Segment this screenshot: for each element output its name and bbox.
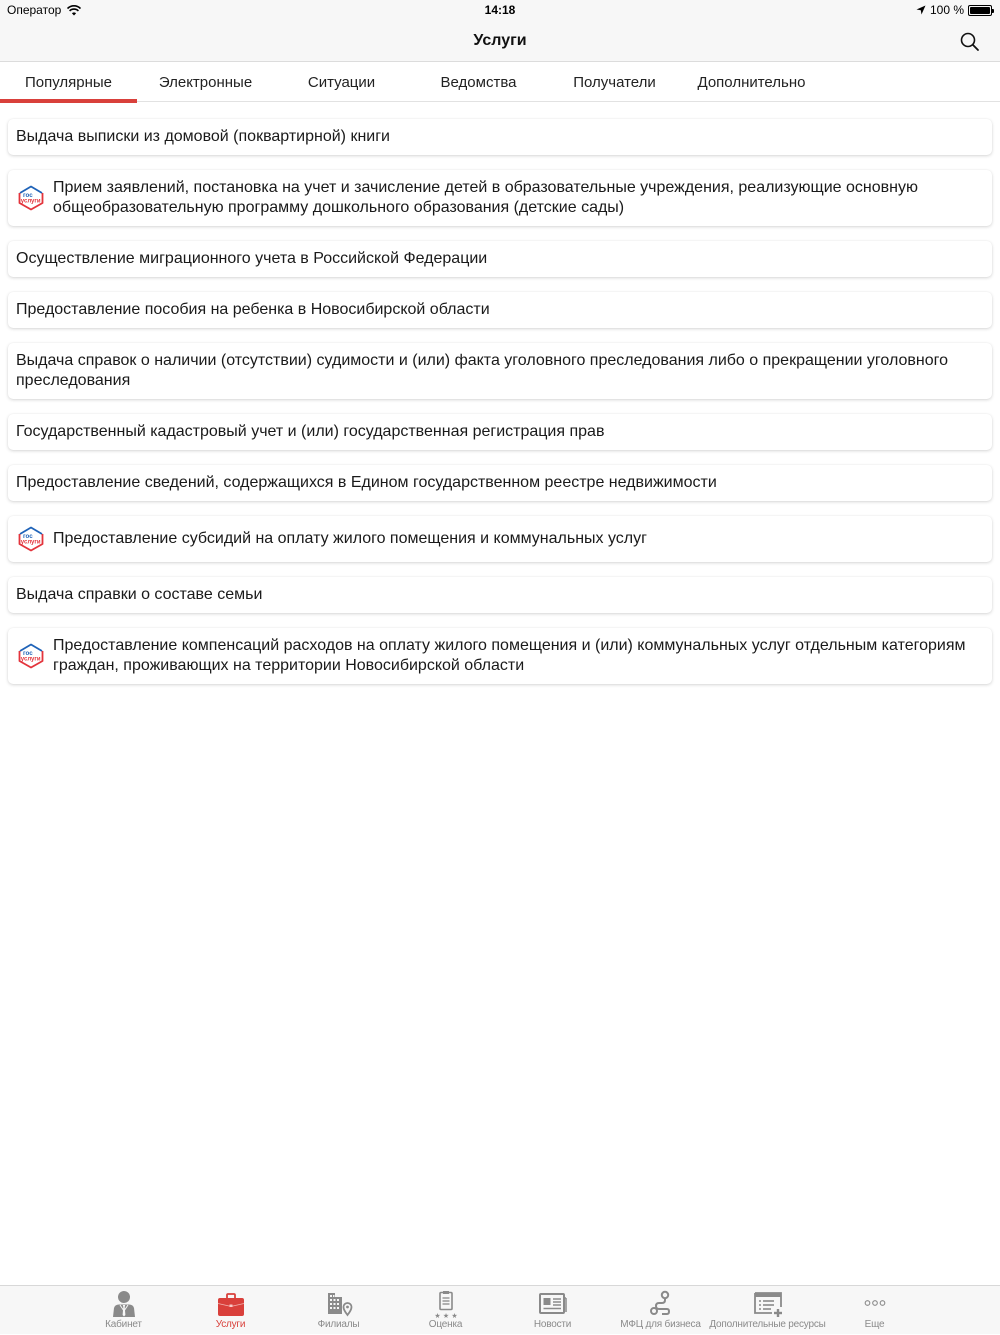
list-add-icon [753,1290,783,1318]
tabbar-label: Услуги [215,1319,246,1330]
tabbar-label: Оценка [428,1319,463,1330]
service-item[interactable] [8,119,992,155]
svg-text:гос: гос [23,650,33,657]
page-title: Услуги [473,32,527,49]
route-icon [646,1290,676,1318]
service-item[interactable] [8,628,992,684]
service-title: Предоставление субсидий на оплату жилого помещения и коммунальных услуг [53,530,647,547]
battery-icon [968,5,992,16]
service-title: Предоставление пособия на ребенка в Новосибирской области [16,301,490,318]
battery-percent: 100 % [929,3,964,17]
svg-text:услуги: услуги [20,539,41,546]
more-icon [860,1290,890,1318]
tab-situations[interactable]: Ситуации [307,74,376,91]
service-title: Государственный кадастровый учет и (или) государственная регистрация прав [16,423,605,440]
services-list [8,119,992,699]
status-time: 14:18 [484,3,516,17]
tabbar-label: Кабинет [105,1319,142,1330]
service-title: Осуществление миграционного учета в Российской Федерации [16,250,488,267]
tabbar-item-more[interactable] [821,1286,928,1335]
service-item[interactable] [8,577,992,613]
tabbar-label: Еще [864,1319,885,1330]
carrier-label: Оператор [7,3,62,17]
gosuslugi-logo-icon [16,641,46,671]
tabbar-label: Новости [533,1319,572,1330]
newspaper-icon [538,1290,568,1318]
clipboard-rating-icon [431,1290,461,1318]
tab-additional[interactable]: Дополнительно [697,74,806,91]
service-title: Выдача справок о наличии (отсутствии) судимости и (или) факта уголовного преследования либо о прекращении уголовного преследования [16,352,948,389]
service-title: Предоставление компенсаций расходов на оплату жилого помещения и (или) коммунальных услуг отдельным категориям граждан, проживающих на территории Новосибирской области [53,637,966,674]
tabbar-item-cabinet[interactable] [70,1286,177,1335]
service-title: Предоставление сведений, содержащихся в Едином государственном реестре недвижимости [16,474,717,491]
tabbar-item-news[interactable] [499,1286,606,1335]
tabbar-item-services[interactable] [177,1286,284,1335]
service-title: Выдача справки о составе семьи [16,586,263,603]
svg-text:гос: гос [23,533,33,540]
tabbar-label: МФЦ для бизнеса [620,1319,701,1330]
service-item[interactable] [8,516,992,562]
tabbar-item-branches[interactable] [285,1286,392,1335]
service-item[interactable] [8,465,992,501]
building-location-icon [324,1290,354,1318]
gosuslugi-logo-icon [16,524,46,554]
service-item[interactable] [8,292,992,328]
svg-text:услуги: услуги [20,198,41,205]
service-title: Выдача выписки из домовой (поквартирной) книги [16,128,390,145]
service-item[interactable] [8,241,992,277]
gosuslugi-logo-icon [16,183,46,213]
user-icon [109,1290,139,1318]
tab-departments[interactable]: Ведомства [440,74,517,91]
navigation-bar [0,22,1000,62]
svg-text:гос: гос [23,192,33,199]
status-bar [0,0,1000,22]
service-item[interactable] [8,170,992,226]
tab-electronic[interactable]: Электронные [158,74,253,91]
status-right-group [916,3,992,17]
tabbar-item-rating[interactable] [392,1286,499,1335]
svg-text:★ ★ ★: ★ ★ ★ [433,1312,458,1318]
service-title: Прием заявлений, постановка на учет и зачисление детей в образовательные учреждения, реализующие основную общеобразовательную программу дошкольного образования (детские сады) [53,179,918,216]
search-icon[interactable] [958,30,982,54]
tabbar-item-business[interactable] [607,1286,714,1335]
tab-recipients[interactable]: Получатели [573,74,656,91]
service-item[interactable] [8,343,992,399]
location-arrow-icon [916,5,926,15]
tabbar-label: Филиалы [317,1319,360,1330]
bottom-tab-bar [0,1285,1000,1334]
briefcase-icon [216,1290,246,1318]
svg-text:услуги: услуги [20,656,41,663]
service-item[interactable] [8,414,992,450]
tab-popular[interactable]: Популярные [0,63,137,102]
category-tabs [0,63,1000,102]
tabbar-label: Дополнительные ресурсы [709,1319,826,1330]
tabbar-item-resources[interactable] [709,1286,826,1335]
